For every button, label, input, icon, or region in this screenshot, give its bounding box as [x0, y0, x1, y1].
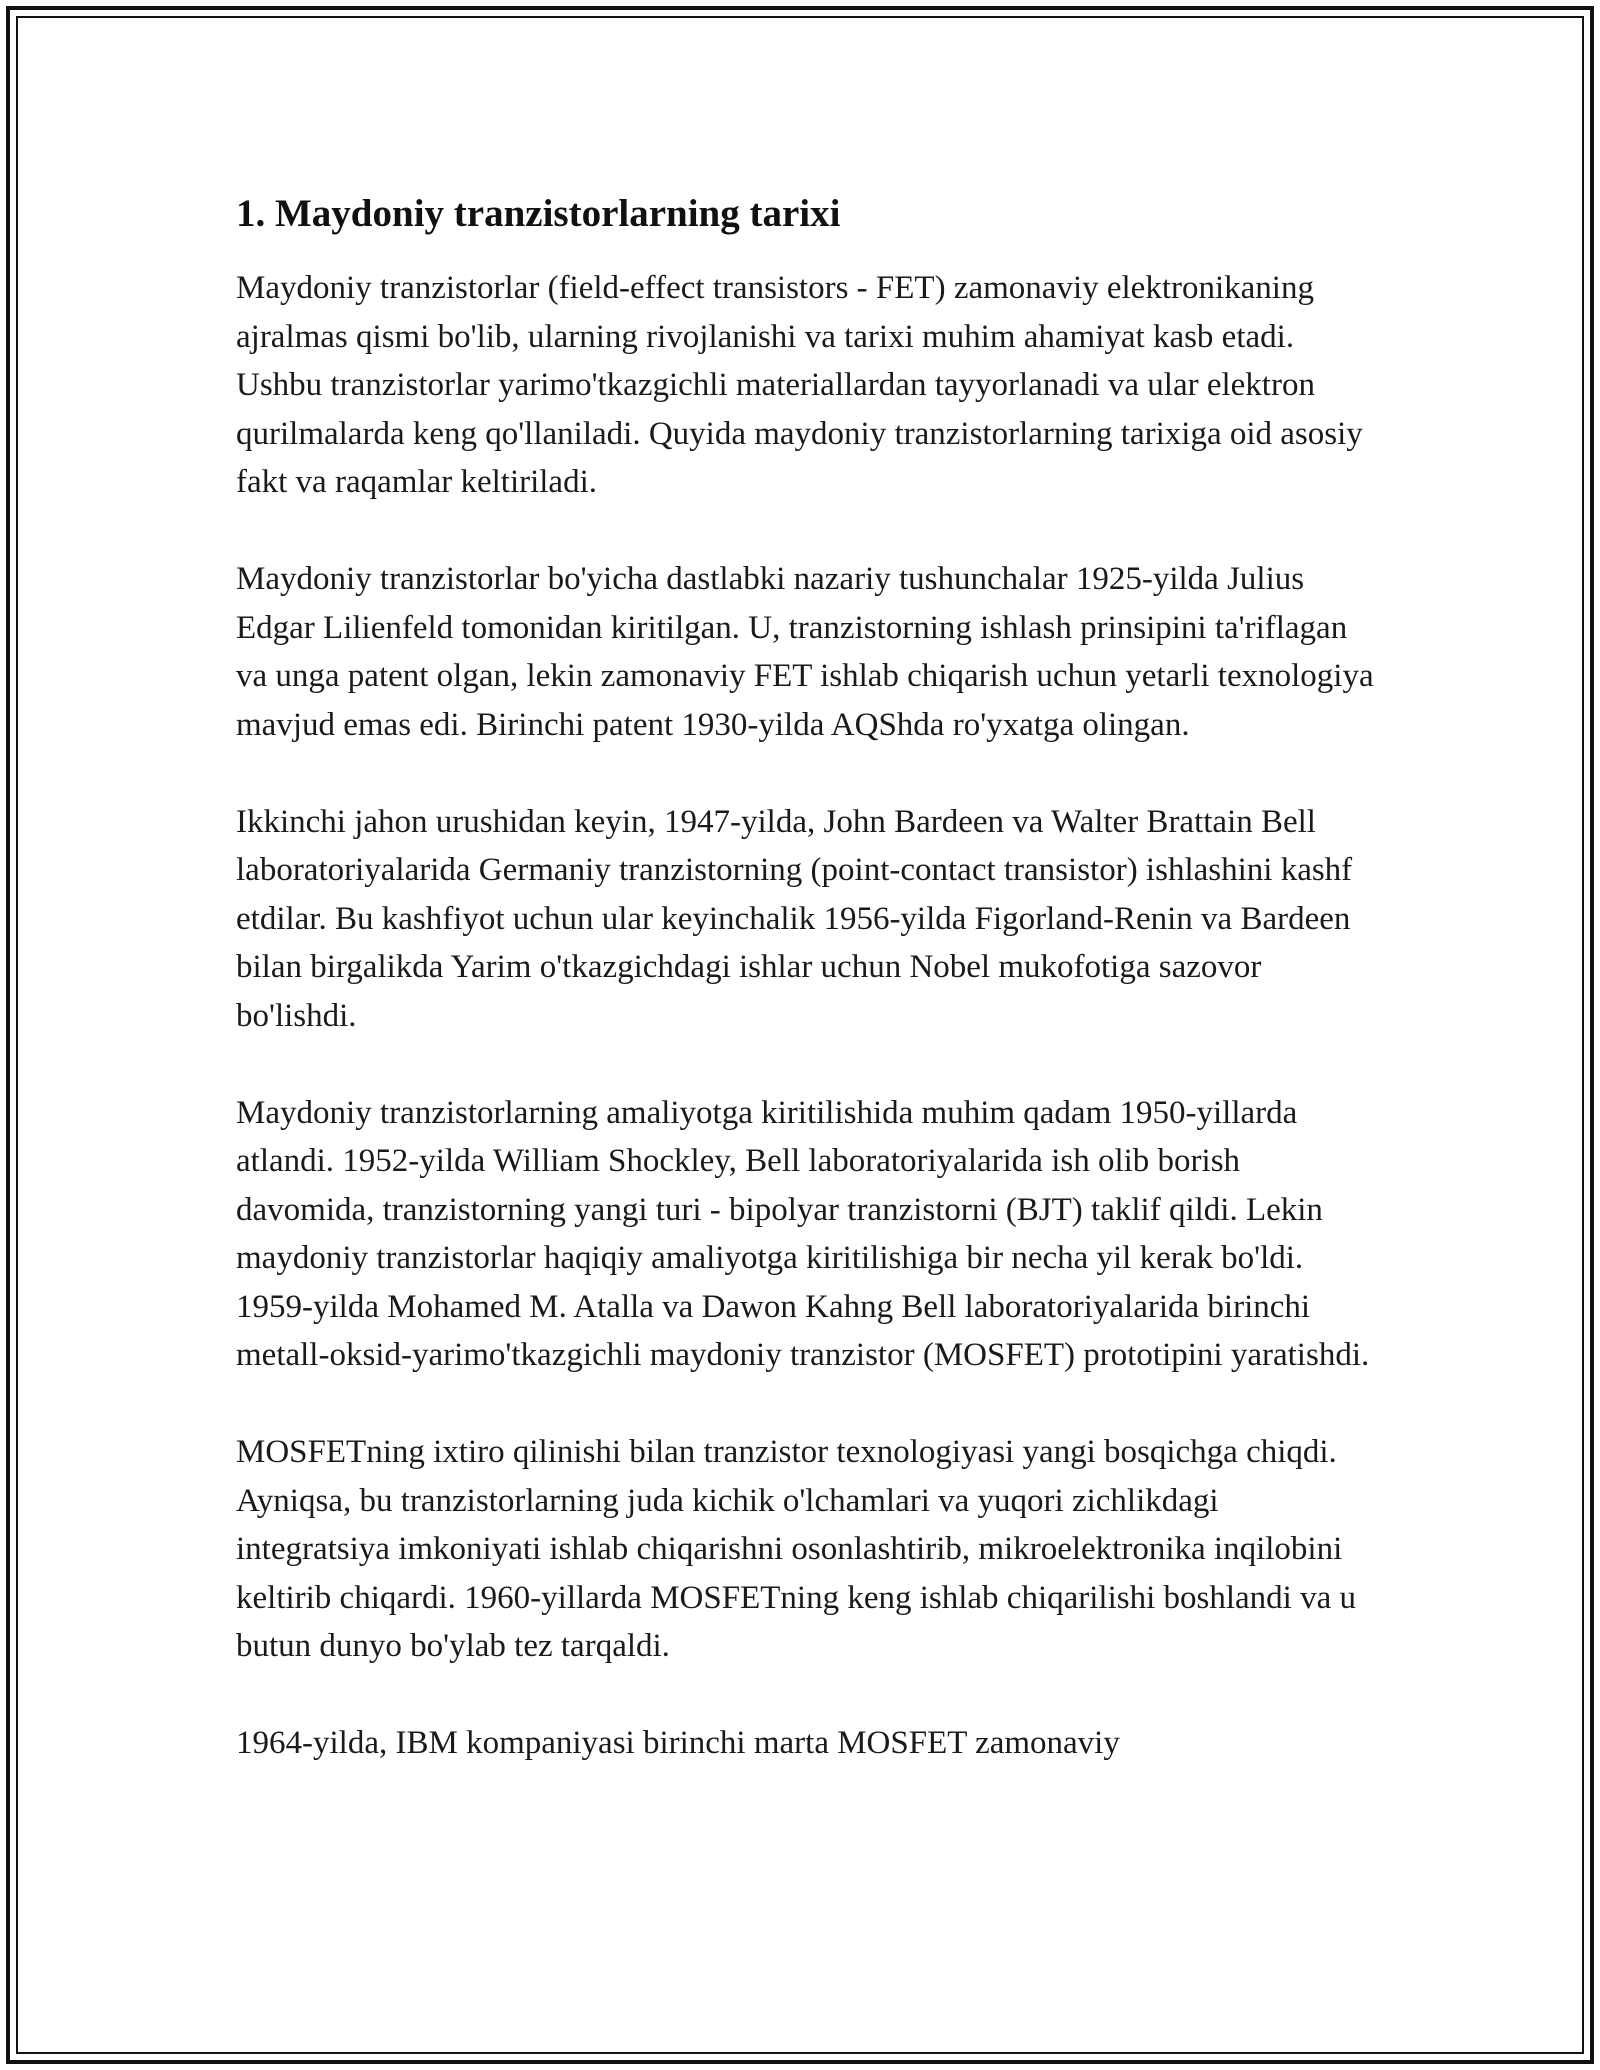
paragraph-intro: Maydoniy tranzistorlar (field-effect transistors - FET) zamonaviy elektronikaning ajralmas qismi bo'lib, ularning rivojlanishi va tarixi muhim ahamiyat kasb etadi. Ushbu tranzistorlar yarimo'tkazgichli materiallardan tayyorlanadi va ular elektron qurilmalarda keng qo'llaniladi. Quyida maydoniy tranzistorlarning tarixiga oid asosiy fakt va raqamlar keltiriladi.: [236, 270, 1363, 500]
document-body: [236, 190, 1376, 1816]
paragraph-ibm: 1964-yilda, IBM kompaniyasi birinchi marta MOSFET zamonaviy: [236, 1725, 1120, 1761]
paragraph-mosfet-prototype: Maydoniy tranzistorlarning amaliyotga kiritilishida muhim qadam 1950-yillarda atlandi. 1952-yilda William Shockley, Bell laboratoriyalarida ish olib borish davomida, tranzistorning yangi turi - bipolyar tranzistorni (BJT) taklif qildi. Lekin maydoniy tranzistorlar haqiqiy amaliyotga kiritilishiga bir necha yil kerak bo'ldi. 1959-yilda Mohamed M. Atalla va Dawon Kahng Bell laboratoriyalarida birinchi metall-oksid-yarimo'tkazgichli maydoniy tranzistor (MOSFET) prototipini yaratishdi.: [236, 1094, 1370, 1373]
paragraph-bardeen-brattain: Ikkinchi jahon urushidan keyin, 1947-yilda, John Bardeen va Walter Brattain Bell laboratoriyalarida Germaniy tranzistorning (point-contact transistor) ishlashini kashf etdilar. Bu kashfiyot uchun ular keyinchalik 1956-yilda Figorland-Renin va Bardeen bilan birgalikda Yarim o'tkazgichdagi ishlar uchun Nobel mukofotiga sazovor bo'lishdi.: [236, 803, 1353, 1034]
paragraph-lilienfeld: Maydoniy tranzistorlar bo'yicha dastlabki nazariy tushunchalar 1925-yilda Julius Edgar Lilienfeld tomonidan kiritilgan. U, tranzistorning ishlash prinsipini ta'riflagan va unga patent olgan, lekin zamonaviy FET ishlab chiqarish uchun yetarli texnologiya mavjud emas edi. Birinchi patent 1930-yilda AQShda ro'yxatga olingan.: [236, 561, 1374, 743]
section-title: 1. Maydoniy tranzistorlarning tarixi: [236, 192, 841, 235]
paragraph-mosfet-impact: MOSFETning ixtiro qilinishi bilan tranzistor texnologiyasi yangi bosqichga chiqdi. Ayniqsa, bu tranzistorlarning juda kichik o'lchamlari va yuqori zichlikdagi integratsiya imkoniyati ishlab chiqarishni osonlashtirib, mikroelektronika inqilobini keltirib chiqardi. 1960-yillarda MOSFETning keng ishlab chiqarilishi boshlandi va u butun dunyo bo'ylab tez tarqaldi.: [236, 1434, 1356, 1664]
